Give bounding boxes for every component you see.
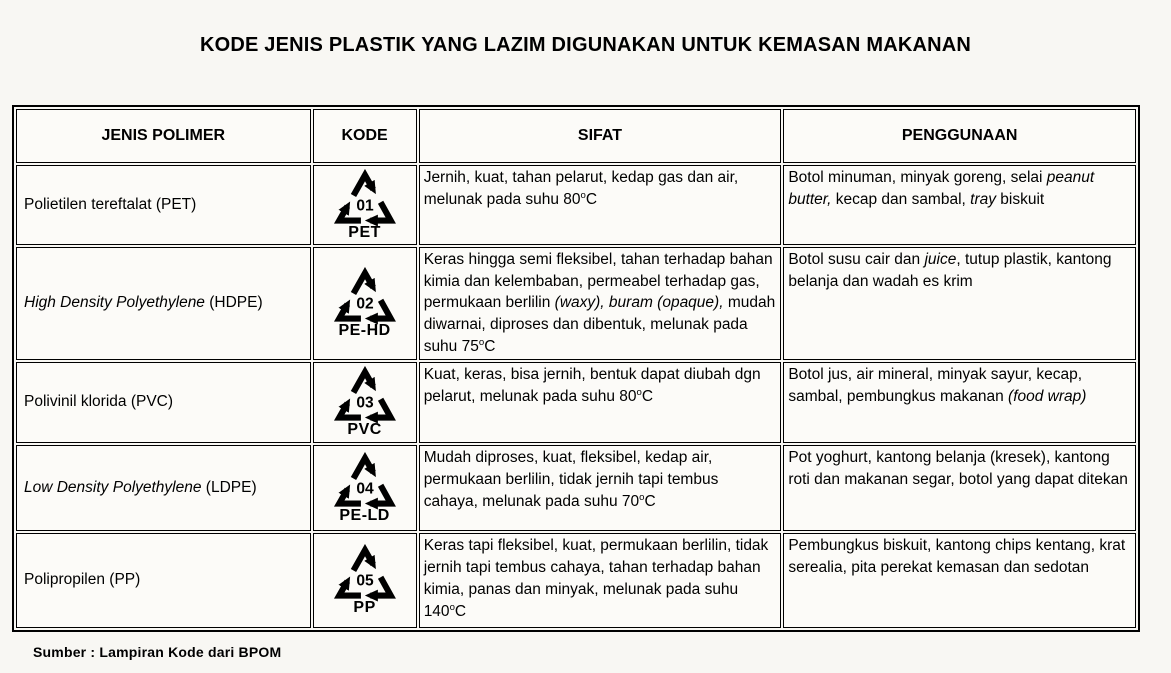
code-abbreviation: PE-LD	[339, 506, 390, 524]
table-row	[16, 247, 1136, 360]
uses-text: Pot yoghurt, kantong belanja (kresek), kantong roti dan makanan segar, botol yang dapat ditekan	[788, 449, 1128, 489]
plastic-codes-table	[12, 105, 1140, 632]
code-cell	[313, 165, 417, 245]
source-note: Sumber : Lampiran Kode dari BPOM	[33, 644, 282, 661]
polymer-name: Polipropilen (PP)	[24, 571, 141, 589]
polymer-cell	[16, 533, 311, 628]
polymer-cell	[16, 247, 311, 360]
code-cell	[313, 247, 417, 360]
uses-text: Botol jus, air mineral, minyak sayur, kecap, sambal, pembungkus makanan (food wrap)	[788, 366, 1087, 406]
col-header-sifat: SIFAT	[419, 109, 782, 163]
uses-text: Botol minuman, minyak goreng, selai peanut butter, kecap dan sambal, tray biskuit	[788, 169, 1095, 208]
recycling-triangle-icon	[331, 169, 399, 241]
uses-text: Pembungkus biskuit, kantong chips kentang, krat serealia, pita perekat kemasan dan sedotan	[788, 537, 1126, 577]
table-row	[16, 445, 1136, 531]
code-cell	[313, 533, 417, 628]
uses-cell	[783, 165, 1136, 245]
properties-text: Keras hingga semi fleksibel, tahan terhadap bahan kimia dan kelembaban, permeabel terhadap gas, permukaan berlilin (waxy), buram (opaque), mudah diwarnai, diproses dan dibentuk, melunak pada suhu 75$^o$C	[423, 251, 776, 355]
header-row	[16, 109, 1136, 163]
code-abbreviation: PP	[353, 599, 376, 617]
polymer-name: High Density Polyethylene (HDPE)	[24, 294, 263, 312]
uses-cell	[783, 247, 1136, 360]
code-cell	[313, 362, 417, 443]
polymer-cell	[16, 445, 311, 531]
code-number: 05	[355, 572, 374, 590]
properties-cell	[419, 362, 782, 443]
code-cell	[313, 445, 417, 531]
code-abbreviation: PE-HD	[338, 322, 391, 340]
properties-cell	[419, 165, 782, 245]
code-abbreviation: PVC	[347, 421, 382, 439]
col-header-kode: KODE	[313, 109, 417, 163]
code-number: 03	[355, 394, 374, 412]
properties-cell	[419, 247, 782, 360]
recycling-triangle-icon	[331, 544, 399, 616]
uses-cell	[783, 533, 1136, 628]
uses-cell	[783, 362, 1136, 443]
recycling-triangle-icon	[331, 452, 399, 524]
page-title: KODE JENIS PLASTIK YANG LAZIM DIGUNAKAN UNTUK KEMASAN MAKANAN	[199, 34, 972, 56]
recycling-triangle-icon	[331, 366, 399, 438]
recycling-triangle-icon	[331, 267, 399, 339]
polymer-name: Polivinil klorida (PVC)	[24, 393, 174, 411]
table-row	[16, 362, 1136, 443]
properties-text: Jernih, kuat, tahan pelarut, kedap gas dan air, melunak pada suhu 80$^o$C	[423, 169, 739, 208]
polymer-name: Polietilen tereftalat (PET)	[24, 195, 197, 213]
polymer-name: Low Density Polyethylene (LDPE)	[24, 478, 257, 496]
polymer-cell	[16, 165, 311, 245]
properties-text: Keras tapi fleksibel, kuat, permukaan berlilin, tidak jernih tapi tembus cahaya, tahan terhadap bahan kimia, panas dan minyak, melunak pada suhu 140$^o$C	[423, 537, 769, 620]
table-row	[16, 533, 1136, 628]
properties-text: Kuat, keras, bisa jernih, bentuk dapat diubah dgn pelarut, melunak pada suhu 80$^o$C	[423, 366, 761, 406]
polymer-cell	[16, 362, 311, 443]
code-number: 02	[355, 295, 374, 313]
uses-cell	[783, 445, 1136, 531]
properties-text: Mudah diproses, kuat, fleksibel, kedap air, permukaan berlilin, tidak jernih tapi tembus cahaya, melunak pada suhu 70$^o$C	[423, 449, 719, 510]
code-number: 04	[355, 480, 374, 498]
col-header-penggunaan: PENGGUNAAN	[783, 109, 1136, 163]
properties-cell	[419, 533, 782, 628]
uses-text: Botol susu cair dan juice, tutup plastik, kantong belanja dan wadah es krim	[788, 251, 1112, 290]
properties-cell	[419, 445, 782, 531]
code-abbreviation: PET	[348, 223, 381, 241]
code-number: 01	[355, 196, 374, 214]
col-header-jenis-polimer: JENIS POLIMER	[16, 109, 311, 163]
table-row	[16, 165, 1136, 245]
